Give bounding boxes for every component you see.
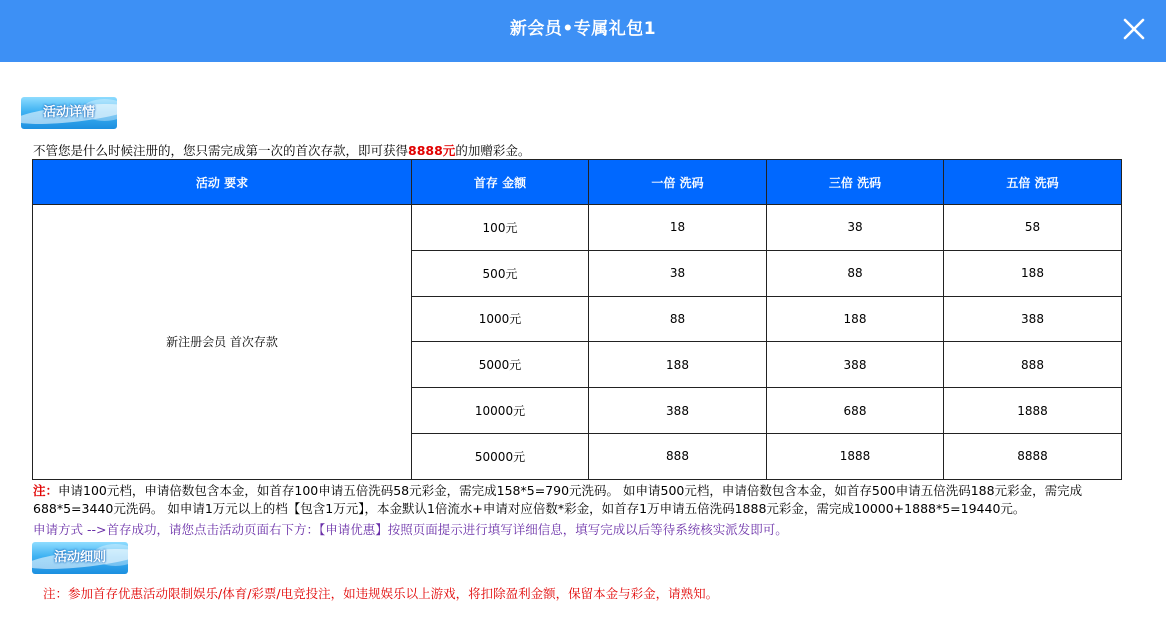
intro-after: 的加赠彩金。 bbox=[455, 143, 531, 158]
apply-before: 申请方式 -->首存成功，请您点击活动页面右下方： bbox=[33, 522, 319, 537]
column-header: 五倍 洗码 bbox=[944, 160, 1122, 205]
column-header: 三倍 洗码 bbox=[767, 160, 944, 205]
deposit-cell: 5000元 bbox=[412, 342, 589, 388]
bonus-3x-cell: 1888 bbox=[767, 433, 944, 479]
deposit-cell: 1000元 bbox=[412, 296, 589, 342]
apply-after: 按照页面提示进行填写详细信息，填写完成以后等待系统核实派发即可。 bbox=[387, 522, 788, 537]
column-header: 首存 金额 bbox=[412, 160, 589, 205]
bonus-table bbox=[32, 159, 1122, 480]
table-header-row bbox=[33, 160, 1122, 205]
bonus-3x-cell: 388 bbox=[767, 342, 944, 388]
note-text: 申请100元档，申请倍数包含本金，如首存100申请五倍洗码58元彩金，需完成158*5=790元洗码。 如申请500元档，申请倍数包含本金，如首存500申请五倍洗码188元彩金，需完成688*5=3440元洗码。 如申请1万元以上的档【包含1万元】，本金默认1倍流水+申请对应倍数*彩金，如首存1万申请五倍洗码1888元彩金，需完成10000+1888*5=19440元。 bbox=[33, 483, 1083, 516]
activity-rules-label: 活动细则 bbox=[53, 550, 106, 565]
bonus-1x-cell: 88 bbox=[589, 296, 767, 342]
dialog-header bbox=[0, 0, 1166, 62]
bonus-3x-cell: 188 bbox=[767, 296, 944, 342]
activity-details-badge bbox=[21, 97, 117, 129]
apply-offer-link[interactable]: 【申请优惠】 bbox=[318, 522, 388, 537]
table-row bbox=[33, 205, 1122, 251]
bonus-3x-cell: 88 bbox=[767, 250, 944, 296]
dialog-title: 新会员•专属礼包1 bbox=[509, 19, 657, 39]
activity-details-label: 活动详情 bbox=[42, 105, 95, 120]
apply-instructions bbox=[33, 521, 788, 539]
deposit-cell: 10000元 bbox=[412, 388, 589, 434]
bonus-5x-cell: 58 bbox=[944, 205, 1122, 251]
wagering-note bbox=[33, 482, 1118, 518]
bonus-5x-cell: 1888 bbox=[944, 388, 1122, 434]
bonus-5x-cell: 388 bbox=[944, 296, 1122, 342]
activity-rules-badge bbox=[32, 542, 128, 574]
bonus-5x-cell: 8888 bbox=[944, 433, 1122, 479]
bonus-1x-cell: 188 bbox=[589, 342, 767, 388]
bonus-1x-cell: 888 bbox=[589, 433, 767, 479]
note-lead: 注： bbox=[33, 483, 59, 498]
intro-highlight-amount: 8888元 bbox=[408, 143, 456, 158]
close-icon[interactable] bbox=[1122, 17, 1146, 41]
bonus-1x-cell: 388 bbox=[589, 388, 767, 434]
deposit-cell: 500元 bbox=[412, 250, 589, 296]
deposit-cell: 100元 bbox=[412, 205, 589, 251]
intro-text bbox=[33, 142, 530, 160]
intro-before: 不管您是什么时候注册的，您只需完成第一次的首次存款，即可获得 bbox=[33, 143, 409, 158]
column-header: 一倍 洗码 bbox=[589, 160, 767, 205]
restriction-warning: 注：参加首存优惠活动限制娱乐/体育/彩票/电竞投注，如违规娱乐以上游戏，将扣除盈利金额，保留本金与彩金，请熟知。 bbox=[43, 586, 719, 601]
bonus-1x-cell: 38 bbox=[589, 250, 767, 296]
bonus-5x-cell: 188 bbox=[944, 250, 1122, 296]
deposit-cell: 50000元 bbox=[412, 433, 589, 479]
bonus-3x-cell: 688 bbox=[767, 388, 944, 434]
bonus-3x-cell: 38 bbox=[767, 205, 944, 251]
requirement-cell: 新注册会员 首次存款 bbox=[33, 205, 412, 480]
bonus-1x-cell: 18 bbox=[589, 205, 767, 251]
bonus-5x-cell: 888 bbox=[944, 342, 1122, 388]
column-header: 活动 要求 bbox=[33, 160, 412, 205]
